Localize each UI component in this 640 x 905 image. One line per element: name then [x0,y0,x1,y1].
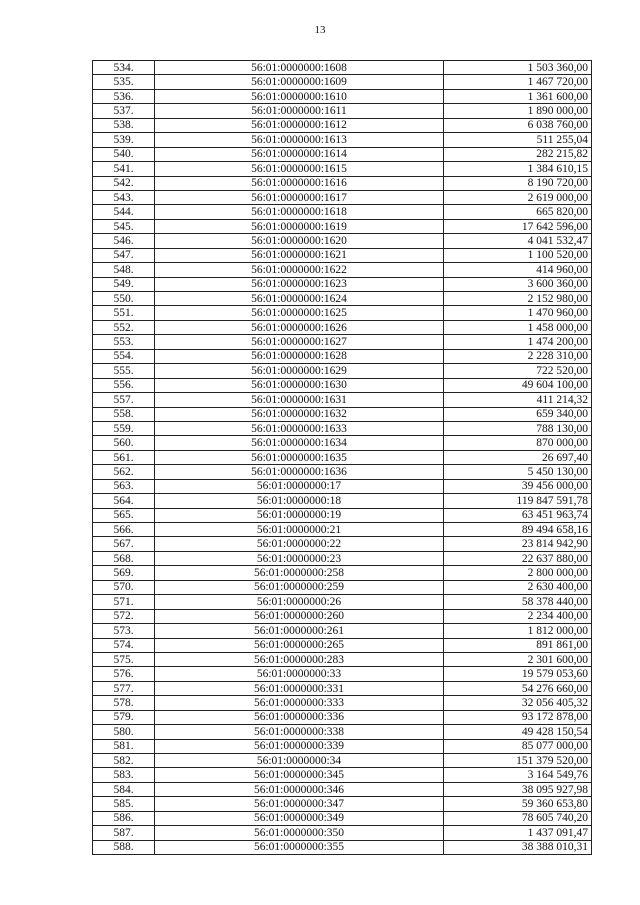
cadastral-number: 56:01:0000000:258 [155,566,444,580]
cadastral-value: 2 234 400,00 [444,609,592,623]
table-row [93,263,592,277]
cadastral-value: 119 847 591,78 [444,494,592,508]
cadastral-number: 56:01:0000000:22 [155,537,444,551]
cadastral-number: 56:01:0000000:1614 [155,147,444,161]
cadastral-number: 56:01:0000000:1615 [155,162,444,176]
cadastral-number: 56:01:0000000:1610 [155,89,444,103]
cadastral-value: 1 361 600,00 [444,89,592,103]
row-number: 584. [93,782,155,796]
cadastral-value: 38 388 010,31 [444,840,592,854]
table-row [93,364,592,378]
cadastral-value: 870 000,00 [444,436,592,450]
cadastral-value: 39 456 000,00 [444,479,592,493]
cadastral-number: 56:01:0000000:331 [155,681,444,695]
cadastral-value: 414 960,00 [444,263,592,277]
row-number: 550. [93,292,155,306]
row-number: 578. [93,696,155,710]
row-number: 560. [93,436,155,450]
cadastral-number: 56:01:0000000:355 [155,840,444,854]
cadastral-number: 56:01:0000000:1636 [155,465,444,479]
cadastral-number: 56:01:0000000:1630 [155,378,444,392]
table-row [93,710,592,724]
row-number: 583. [93,768,155,782]
table-row [93,465,592,479]
table-row [93,523,592,537]
row-number: 570. [93,580,155,594]
cadastral-value: 26 697,40 [444,450,592,464]
row-number: 568. [93,551,155,565]
cadastral-value: 3 600 360,00 [444,277,592,291]
cadastral-value: 32 056 405,32 [444,696,592,710]
table-row [93,335,592,349]
cadastral-value: 1 470 960,00 [444,306,592,320]
row-number: 561. [93,450,155,464]
row-number: 540. [93,147,155,161]
table-row [93,811,592,825]
row-number: 553. [93,335,155,349]
cadastral-value: 23 814 942,90 [444,537,592,551]
table-row [93,75,592,89]
row-number: 564. [93,494,155,508]
cadastral-number: 56:01:0000000:349 [155,811,444,825]
row-number: 548. [93,263,155,277]
row-number: 585. [93,797,155,811]
table-row [93,190,592,204]
row-number: 587. [93,826,155,840]
row-number: 581. [93,739,155,753]
cadastral-value: 659 340,00 [444,407,592,421]
table-row [93,725,592,739]
cadastral-number: 56:01:0000000:1628 [155,349,444,363]
table-row [93,537,592,551]
table-row [93,450,592,464]
cadastral-number: 56:01:0000000:1608 [155,61,444,75]
row-number: 565. [93,508,155,522]
cadastral-number: 56:01:0000000:333 [155,696,444,710]
cadastral-value: 511 255,04 [444,133,592,147]
cadastral-number: 56:01:0000000:1625 [155,306,444,320]
cadastral-value: 1 384 610,15 [444,162,592,176]
cadastral-value: 59 360 653,80 [444,797,592,811]
table-row [93,638,592,652]
cadastral-value: 151 379 520,00 [444,754,592,768]
cadastral-number: 56:01:0000000:1627 [155,335,444,349]
cadastral-number: 56:01:0000000:1629 [155,364,444,378]
cadastral-value: 665 820,00 [444,205,592,219]
cadastral-value: 1 100 520,00 [444,248,592,262]
table-row [93,566,592,580]
cadastral-number: 56:01:0000000:345 [155,768,444,782]
cadastral-number: 56:01:0000000:260 [155,609,444,623]
row-number: 556. [93,378,155,392]
table-row [93,349,592,363]
row-number: 573. [93,624,155,638]
table-row [93,378,592,392]
cadastral-number: 56:01:0000000:23 [155,551,444,565]
cadastral-value: 19 579 053,60 [444,667,592,681]
row-number: 552. [93,320,155,334]
cadastral-number: 56:01:0000000:1633 [155,421,444,435]
row-number: 576. [93,667,155,681]
row-number: 566. [93,523,155,537]
cadastral-value: 282 215,82 [444,147,592,161]
row-number: 579. [93,710,155,724]
table-row [93,205,592,219]
cadastral-number: 56:01:0000000:1619 [155,219,444,233]
table-row [93,595,592,609]
cadastral-number: 56:01:0000000:17 [155,479,444,493]
table-row [93,306,592,320]
cadastral-value: 63 451 963,74 [444,508,592,522]
row-number: 534. [93,61,155,75]
cadastral-value-table [92,60,592,855]
table-row [93,508,592,522]
row-number: 572. [93,609,155,623]
cadastral-value: 1 890 000,00 [444,104,592,118]
row-number: 538. [93,118,155,132]
cadastral-value: 6 038 760,00 [444,118,592,132]
row-number: 559. [93,421,155,435]
row-number: 577. [93,681,155,695]
table-row [93,580,592,594]
cadastral-value: 1 474 200,00 [444,335,592,349]
row-number: 537. [93,104,155,118]
cadastral-value: 1 503 360,00 [444,61,592,75]
cadastral-value: 2 301 600,00 [444,652,592,666]
cadastral-value: 22 637 880,00 [444,551,592,565]
row-number: 574. [93,638,155,652]
page-number: 13 [314,24,326,36]
row-number: 562. [93,465,155,479]
table-row [93,176,592,190]
row-number: 558. [93,407,155,421]
table-row [93,248,592,262]
table-row [93,393,592,407]
row-number: 586. [93,811,155,825]
cadastral-value: 411 214,32 [444,393,592,407]
table-row [93,61,592,75]
cadastral-number: 56:01:0000000:1618 [155,205,444,219]
cadastral-number: 56:01:0000000:1634 [155,436,444,450]
cadastral-number: 56:01:0000000:33 [155,667,444,681]
table-row [93,782,592,796]
cadastral-number: 56:01:0000000:1632 [155,407,444,421]
cadastral-number: 56:01:0000000:1612 [155,118,444,132]
row-number: 545. [93,219,155,233]
cadastral-value: 2 630 400,00 [444,580,592,594]
table-row [93,147,592,161]
table-row [93,826,592,840]
cadastral-value: 4 041 532,47 [444,234,592,248]
table-row [93,162,592,176]
row-number: 547. [93,248,155,262]
cadastral-number: 56:01:0000000:26 [155,595,444,609]
row-number: 588. [93,840,155,854]
cadastral-value: 38 095 927,98 [444,782,592,796]
cadastral-number: 56:01:0000000:1613 [155,133,444,147]
cadastral-value: 49 604 100,00 [444,378,592,392]
table-row [93,681,592,695]
row-number: 543. [93,190,155,204]
cadastral-value: 78 605 740,20 [444,811,592,825]
cadastral-value: 1 467 720,00 [444,75,592,89]
table-row [93,494,592,508]
row-number: 539. [93,133,155,147]
table-row [93,104,592,118]
table-body [93,61,592,855]
cadastral-number: 56:01:0000000:339 [155,739,444,753]
row-number: 569. [93,566,155,580]
table-row [93,320,592,334]
cadastral-value: 58 378 440,00 [444,595,592,609]
row-number: 582. [93,754,155,768]
row-number: 535. [93,75,155,89]
row-number: 551. [93,306,155,320]
table-row [93,696,592,710]
cadastral-number: 56:01:0000000:34 [155,754,444,768]
table-row [93,118,592,132]
table-row [93,421,592,435]
table-row [93,840,592,854]
table-row [93,407,592,421]
cadastral-value: 89 494 658,16 [444,523,592,537]
cadastral-number: 56:01:0000000:1621 [155,248,444,262]
cadastral-value: 54 276 660,00 [444,681,592,695]
cadastral-number: 56:01:0000000:1635 [155,450,444,464]
cadastral-value: 722 520,00 [444,364,592,378]
row-number: 546. [93,234,155,248]
cadastral-number: 56:01:0000000:346 [155,782,444,796]
cadastral-value: 85 077 000,00 [444,739,592,753]
cadastral-value: 788 130,00 [444,421,592,435]
cadastral-number: 56:01:0000000:261 [155,624,444,638]
cadastral-number: 56:01:0000000:19 [155,508,444,522]
cadastral-number: 56:01:0000000:259 [155,580,444,594]
table-row [93,219,592,233]
cadastral-number: 56:01:0000000:265 [155,638,444,652]
cadastral-number: 56:01:0000000:21 [155,523,444,537]
table-row [93,754,592,768]
cadastral-number: 56:01:0000000:338 [155,725,444,739]
cadastral-value: 3 164 549,76 [444,768,592,782]
cadastral-number: 56:01:0000000:1631 [155,393,444,407]
cadastral-number: 56:01:0000000:336 [155,710,444,724]
row-number: 557. [93,393,155,407]
table-row [93,667,592,681]
cadastral-number: 56:01:0000000:350 [155,826,444,840]
row-number: 536. [93,89,155,103]
cadastral-number: 56:01:0000000:1617 [155,190,444,204]
cadastral-number: 56:01:0000000:1609 [155,75,444,89]
table-row [93,624,592,638]
cadastral-value: 891 861,00 [444,638,592,652]
cadastral-value: 1 437 091,47 [444,826,592,840]
cadastral-value: 2 228 310,00 [444,349,592,363]
table-row [93,234,592,248]
cadastral-value: 49 428 150,54 [444,725,592,739]
cadastral-number: 56:01:0000000:1624 [155,292,444,306]
row-number: 580. [93,725,155,739]
table-row [93,479,592,493]
row-number: 549. [93,277,155,291]
cadastral-number: 56:01:0000000:1623 [155,277,444,291]
cadastral-value: 5 450 130,00 [444,465,592,479]
cadastral-value: 1 812 000,00 [444,624,592,638]
cadastral-number: 56:01:0000000:283 [155,652,444,666]
row-number: 541. [93,162,155,176]
cadastral-value: 93 172 878,00 [444,710,592,724]
cadastral-number: 56:01:0000000:1622 [155,263,444,277]
row-number: 554. [93,349,155,363]
cadastral-number: 56:01:0000000:1611 [155,104,444,118]
table-row [93,551,592,565]
table-row [93,609,592,623]
table-row [93,768,592,782]
row-number: 563. [93,479,155,493]
row-number: 567. [93,537,155,551]
cadastral-number: 56:01:0000000:347 [155,797,444,811]
table-row [93,652,592,666]
table-row [93,739,592,753]
cadastral-value: 17 642 596,00 [444,219,592,233]
row-number: 575. [93,652,155,666]
table-row [93,292,592,306]
cadastral-number: 56:01:0000000:1620 [155,234,444,248]
table-row [93,436,592,450]
cadastral-value: 2 152 980,00 [444,292,592,306]
row-number: 544. [93,205,155,219]
row-number: 571. [93,595,155,609]
cadastral-value: 8 190 720,00 [444,176,592,190]
cadastral-value: 1 458 000,00 [444,320,592,334]
cadastral-value: 2 800 000,00 [444,566,592,580]
cadastral-number: 56:01:0000000:18 [155,494,444,508]
cadastral-number: 56:01:0000000:1616 [155,176,444,190]
row-number: 542. [93,176,155,190]
table-row [93,277,592,291]
row-number: 555. [93,364,155,378]
table-row [93,797,592,811]
cadastral-number: 56:01:0000000:1626 [155,320,444,334]
cadastral-value: 2 619 000,00 [444,190,592,204]
table-row [93,89,592,103]
table-row [93,133,592,147]
